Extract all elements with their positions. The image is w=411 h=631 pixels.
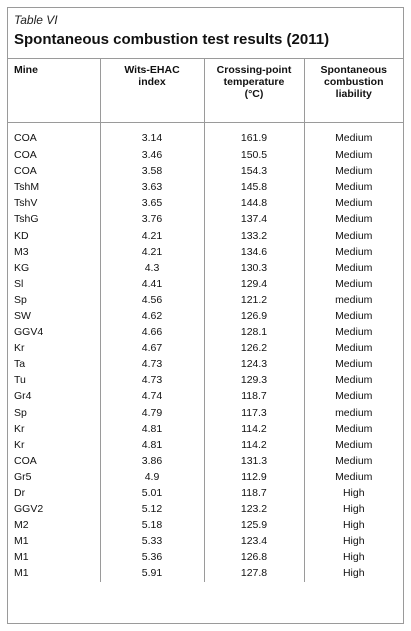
- cell-temperature: 145.8: [204, 179, 304, 195]
- cell-liability: medium: [304, 292, 403, 308]
- cell-index: 5.18: [100, 517, 204, 533]
- cell-temperature: 150.5: [204, 147, 304, 163]
- header-liability-line: Spontaneous: [320, 64, 387, 76]
- cell-mine: COA: [14, 131, 37, 144]
- cell-index: 4.73: [100, 372, 204, 388]
- cell-liability: Medium: [304, 453, 403, 469]
- cell-liability: Medium: [304, 469, 403, 485]
- header-liability: [304, 59, 403, 123]
- table-row: [8, 227, 403, 243]
- cell-temperature: 126.9: [204, 308, 304, 324]
- header-row: [8, 59, 403, 123]
- cell-mine: COA: [14, 454, 37, 467]
- results-table: [8, 58, 403, 582]
- cell-mine: KG: [14, 261, 30, 274]
- table-body: [8, 123, 403, 582]
- cell-temperature: 129.4: [204, 276, 304, 292]
- cell-index: 4.21: [100, 244, 204, 260]
- cell-mine: Sp: [14, 293, 27, 306]
- header-liability-line: combustion: [324, 76, 384, 88]
- cell-index: 4.3: [100, 260, 204, 276]
- cell-temperature: 130.3: [204, 260, 304, 276]
- cell-temperature: 137.4: [204, 211, 304, 227]
- cell-liability: Medium: [304, 123, 403, 148]
- cell-temperature: 134.6: [204, 244, 304, 260]
- cell-temperature: 123.4: [204, 533, 304, 549]
- header-temperature: [204, 59, 304, 123]
- cell-index: 4.73: [100, 356, 204, 372]
- table-row: [8, 388, 403, 404]
- cell-mine: Sp: [14, 406, 27, 419]
- cell-liability: Medium: [304, 260, 403, 276]
- cell-liability: Medium: [304, 147, 403, 163]
- table-row: [8, 533, 403, 549]
- cell-liability: High: [304, 565, 403, 581]
- table-row: [8, 372, 403, 388]
- cell-mine: M2: [14, 519, 29, 532]
- header-temperature-line: Crossing-point: [216, 64, 292, 76]
- cell-temperature: 131.3: [204, 453, 304, 469]
- cell-temperature: 114.2: [204, 437, 304, 453]
- cell-mine: M1: [14, 567, 29, 580]
- table-row: [8, 195, 403, 211]
- header-mine: [8, 59, 100, 123]
- cell-index: 4.41: [100, 276, 204, 292]
- cell-temperature: 126.2: [204, 340, 304, 356]
- cell-index: 5.01: [100, 485, 204, 501]
- table-row: [8, 565, 403, 581]
- table-row: [8, 501, 403, 517]
- table-row: [8, 123, 403, 148]
- cell-mine: Dr: [14, 487, 26, 500]
- cell-liability: High: [304, 533, 403, 549]
- cell-temperature: 124.3: [204, 356, 304, 372]
- cell-mine: Ta: [14, 358, 26, 371]
- cell-liability: High: [304, 485, 403, 501]
- table-row: [8, 421, 403, 437]
- cell-temperature: 118.7: [204, 485, 304, 501]
- table-row: [8, 485, 403, 501]
- cell-index: 3.86: [100, 453, 204, 469]
- cell-mine: COA: [14, 149, 37, 162]
- header-mine-line: Mine: [14, 64, 38, 76]
- table-row: [8, 437, 403, 453]
- table-row: [8, 469, 403, 485]
- cell-liability: Medium: [304, 244, 403, 260]
- table-row: [8, 517, 403, 533]
- cell-temperature: 128.1: [204, 324, 304, 340]
- cell-liability: High: [304, 501, 403, 517]
- cell-temperature: 127.8: [204, 565, 304, 581]
- cell-liability: Medium: [304, 340, 403, 356]
- cell-liability: High: [304, 549, 403, 565]
- table-row: [8, 453, 403, 469]
- cell-mine: Sl: [14, 277, 24, 290]
- cell-index: 3.63: [100, 179, 204, 195]
- cell-mine: M1: [14, 535, 29, 548]
- cell-temperature: 129.3: [204, 372, 304, 388]
- table-row: [8, 549, 403, 565]
- cell-index: 3.58: [100, 163, 204, 179]
- cell-mine: Gr4: [14, 390, 32, 403]
- cell-liability: Medium: [304, 437, 403, 453]
- table-row: [8, 260, 403, 276]
- cell-mine: TshV: [14, 197, 38, 210]
- header-temperature-line: (°C): [244, 88, 264, 100]
- header-index: [100, 59, 204, 123]
- cell-temperature: 133.2: [204, 227, 304, 243]
- table-title: Spontaneous combustion test results (2011): [14, 31, 330, 48]
- cell-index: 5.36: [100, 549, 204, 565]
- cell-index: 3.76: [100, 211, 204, 227]
- cell-index: 5.12: [100, 501, 204, 517]
- cell-liability: Medium: [304, 356, 403, 372]
- cell-liability: Medium: [304, 276, 403, 292]
- cell-index: 4.56: [100, 292, 204, 308]
- table-row: [8, 405, 403, 421]
- table-caption: [8, 8, 403, 58]
- cell-mine: Gr5: [14, 470, 32, 483]
- cell-mine: SW: [14, 309, 31, 322]
- cell-temperature: 114.2: [204, 421, 304, 437]
- cell-liability: medium: [304, 405, 403, 421]
- cell-index: 4.79: [100, 405, 204, 421]
- cell-liability: Medium: [304, 195, 403, 211]
- cell-index: 4.67: [100, 340, 204, 356]
- cell-mine: COA: [14, 165, 37, 178]
- table-row: [8, 340, 403, 356]
- cell-temperature: 154.3: [204, 163, 304, 179]
- table-row: [8, 324, 403, 340]
- cell-liability: Medium: [304, 163, 403, 179]
- cell-index: 4.81: [100, 437, 204, 453]
- cell-mine: Kr: [14, 422, 25, 435]
- table-row: [8, 292, 403, 308]
- cell-index: 5.33: [100, 533, 204, 549]
- table-row: [8, 179, 403, 195]
- cell-mine: GGV4: [14, 326, 44, 339]
- cell-mine: Kr: [14, 438, 25, 451]
- cell-temperature: 144.8: [204, 195, 304, 211]
- cell-index: 3.65: [100, 195, 204, 211]
- cell-index: 4.21: [100, 227, 204, 243]
- table-row: [8, 211, 403, 227]
- header-liability-line: liability: [335, 88, 372, 100]
- cell-temperature: 112.9: [204, 469, 304, 485]
- table-label: Table VI: [14, 13, 58, 27]
- cell-index: 4.9: [100, 469, 204, 485]
- cell-liability: Medium: [304, 211, 403, 227]
- cell-index: 4.62: [100, 308, 204, 324]
- cell-mine: GGV2: [14, 503, 44, 516]
- table-row: [8, 147, 403, 163]
- header-index-line: index: [138, 76, 166, 88]
- table-row: [8, 163, 403, 179]
- header-index-line: Wits-EHAC: [124, 64, 180, 76]
- cell-liability: Medium: [304, 372, 403, 388]
- table-row: [8, 244, 403, 260]
- cell-index: 4.66: [100, 324, 204, 340]
- cell-liability: Medium: [304, 324, 403, 340]
- table-frame: [7, 7, 404, 624]
- cell-index: 3.46: [100, 147, 204, 163]
- cell-temperature: 123.2: [204, 501, 304, 517]
- cell-mine: TshG: [14, 213, 39, 226]
- cell-mine: M3: [14, 245, 29, 258]
- cell-liability: Medium: [304, 388, 403, 404]
- cell-index: 4.81: [100, 421, 204, 437]
- cell-temperature: 118.7: [204, 388, 304, 404]
- header-temperature-line: temperature: [223, 76, 285, 88]
- cell-mine: KD: [14, 229, 29, 242]
- cell-temperature: 117.3: [204, 405, 304, 421]
- table-row: [8, 356, 403, 372]
- cell-temperature: 121.2: [204, 292, 304, 308]
- cell-liability: Medium: [304, 179, 403, 195]
- cell-liability: High: [304, 517, 403, 533]
- cell-index: 3.14: [100, 123, 204, 148]
- cell-temperature: 161.9: [204, 123, 304, 148]
- table-row: [8, 276, 403, 292]
- cell-liability: Medium: [304, 227, 403, 243]
- cell-temperature: 125.9: [204, 517, 304, 533]
- cell-liability: Medium: [304, 308, 403, 324]
- table-row: [8, 308, 403, 324]
- cell-mine: Kr: [14, 342, 25, 355]
- cell-index: 4.74: [100, 388, 204, 404]
- cell-index: 5.91: [100, 565, 204, 581]
- cell-liability: Medium: [304, 421, 403, 437]
- cell-mine: TshM: [14, 181, 40, 194]
- cell-temperature: 126.8: [204, 549, 304, 565]
- cell-mine: Tu: [14, 374, 26, 387]
- cell-mine: M1: [14, 551, 29, 564]
